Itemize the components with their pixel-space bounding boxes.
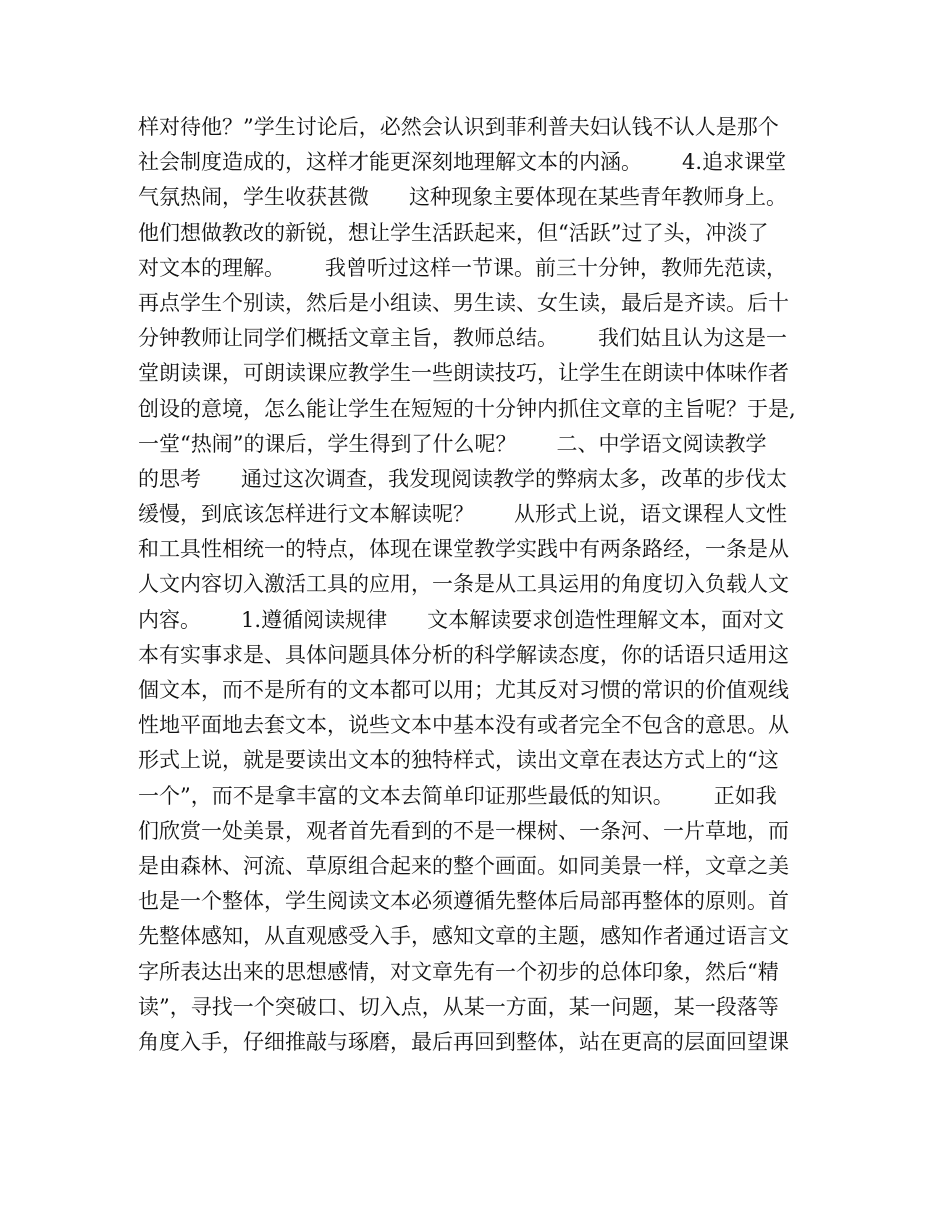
text-line: 一堂“热闹”的课后，学生得到了什么呢？ 二、中学语文阅读教学: [138, 431, 767, 456]
text-line: 形式上说，就是要读出文本的独特样式，读出文章在表达方式上的“这: [138, 748, 779, 773]
text-line: 他们想做教改的新锐，想让学生活跃起来，但“活跃”过了头，冲淡了: [138, 220, 769, 245]
text-line: 一个”，而不是拿丰富的文本去简单印证那些最低的知识。 正如我: [138, 783, 777, 808]
text-line: 缓慢，到底该怎样进行文本解读呢？ 从形式上说，语文课程人文性: [138, 502, 788, 527]
text-line: 性地平面地去套文本，说些文本中基本没有或者完全不包含的意思。从: [138, 713, 789, 738]
text-line: 样对待他？”学生讨论后，必然会认识到菲利普夫妇认钱不认人是那个: [138, 115, 779, 139]
text-line: 個文本，而不是所有的文本都可以用；尤其反对习惯的常识的价值观线: [138, 678, 789, 702]
text-line: 内容。 1.遵循阅读规律 文本解读要求创造性理解文本，面对文: [138, 607, 785, 632]
text-line: 气氛热闹，学生收获甚微 这种现象主要体现在某些青年教师身上。: [138, 185, 788, 210]
text-line: 读”，寻找一个突破口、切入点，从某一方面，某一问题，某一段落等: [138, 994, 779, 1019]
text-line: 先整体感知，从直观感受入手，感知文章的主题，感知作者通过语言文: [138, 924, 789, 949]
text-line: 字所表达出来的思想感情，对文章先有一个初步的总体印象，然后“精: [138, 959, 779, 984]
text-line: 是由森林、河流、草原组合起来的整个画面。如同美景一样，文章之美: [138, 853, 789, 878]
body-text: [138, 110, 818, 1060]
text-line: 社会制度造成的，这样才能更深刻地理解文本的内涵。 4.追求课堂: [138, 150, 787, 175]
text-line: 人文内容切入激活工具的应用，一条是从工具运用的角度切入负载人文: [138, 572, 789, 597]
text-line: 的思考 通过这次调查，我发现阅读教学的弊病太多，改革的步伐太: [138, 466, 788, 491]
text-line: 本有实事求是、具体问题具体分析的科学解读态度，你的话语只适用这: [138, 642, 789, 667]
text-line: 堂朗读课，可朗读课应教学生一些朗读技巧，让学生在朗读中体味作者: [138, 361, 789, 386]
text-line: 创设的意境，怎么能让学生在短短的十分钟内抓住文章的主旨呢？于是,: [138, 396, 796, 421]
text-line: 角度入手，仔细推敲与琢磨，最后再回到整体，站在更高的层面回望课: [138, 1029, 789, 1054]
text-line: 对文本的理解。 我曾听过这样一节课。前三十分钟，教师先范读，: [138, 255, 788, 280]
text-line: 分钟教师让同学们概括文章主旨，教师总结。 我们姑且认为这是一: [138, 326, 788, 351]
text-line: 再点学生个别读，然后是小组读、男生读、女生读，最后是齐读。后十: [138, 290, 789, 315]
text-line: 也是一个整体，学生阅读文本必须遵循先整体后局部再整体的原则。首: [138, 889, 789, 914]
text-line: 和工具性相统一的特点，体现在课堂教学实践中有两条路经，一条是从: [138, 537, 789, 562]
text-line: 们欣赏一处美景，观者首先看到的不是一棵树、一条河、一片草地，而: [138, 818, 789, 843]
